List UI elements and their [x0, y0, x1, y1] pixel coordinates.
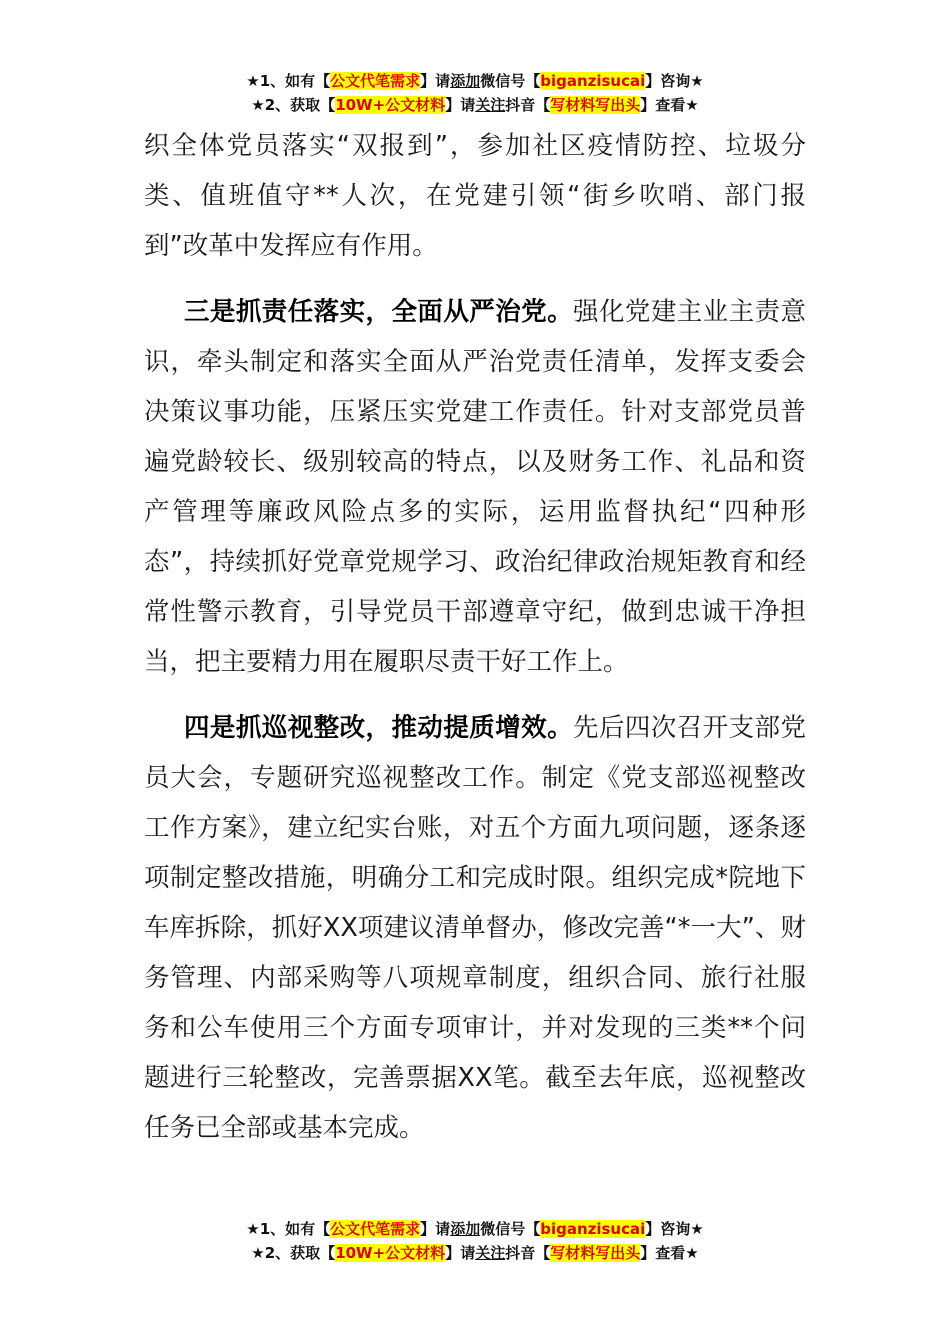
banner-emphasis: 添加	[450, 72, 481, 90]
banner-emphasis: 关注	[475, 96, 506, 114]
banner-highlight: 写材料写出头	[550, 96, 641, 114]
banner-text: 】查看★	[640, 1244, 699, 1262]
banner-line-1	[0, 69, 950, 93]
banner-text: 】请	[445, 96, 476, 114]
banner-text: 抖音【	[505, 1244, 551, 1262]
paragraph-text: 强化党建主业主责意识，牵头制定和落实全面从严治党责任清单，发挥支委会决策议事功能，压紧压实党建工作责任。针对支部党员普遍党龄较长、级别较高的特点，以及财务工作、礼品和资产管理等廉政风险点多的实际，运用监督执纪“四种形态”，持续抓好党章党规学习、政治纪律政治规矩教育和经常性警示教育，引导党员干部遵章守纪，做到忠诚干净担当，把主要精力用在履职尽责干好工作上。	[144, 297, 806, 677]
paragraph-text: 织全体党员落实“双报到”，参加社区疫情防控、垃圾分类、值班值守**人次，在党建引领“街乡吹哨、部门报到”改革中发挥应有作用。	[144, 131, 806, 261]
banner-emphasis: 关注	[475, 1244, 506, 1262]
banner-text: 】查看★	[640, 96, 699, 114]
banner-line-1	[0, 1217, 950, 1241]
banner-highlight: 写材料写出头	[550, 1244, 641, 1262]
paragraph-responsibility	[144, 287, 806, 687]
banner-text: ★1、如有【	[246, 1220, 331, 1238]
header-banner	[0, 69, 950, 117]
banner-text: 微信号【	[480, 72, 541, 90]
banner-text: 微信号【	[480, 1220, 541, 1238]
banner-highlight: biganzisucai	[540, 72, 646, 90]
banner-text: 】请	[445, 1244, 476, 1262]
banner-text: ★2、获取【	[251, 1244, 336, 1262]
banner-emphasis: 添加	[450, 1220, 481, 1238]
banner-text: ★1、如有【	[246, 72, 331, 90]
paragraph-continuation	[144, 121, 806, 271]
banner-text: 】咨询★	[645, 72, 704, 90]
banner-highlight: 公文代笔需求	[330, 72, 421, 90]
banner-line-2	[0, 1241, 950, 1265]
banner-text: ★2、获取【	[251, 96, 336, 114]
banner-text: 】请	[420, 1220, 451, 1238]
banner-highlight: biganzisucai	[540, 1220, 646, 1238]
document-body	[144, 121, 806, 1153]
paragraph-inspection	[144, 703, 806, 1153]
banner-text: 抖音【	[505, 96, 551, 114]
banner-line-2	[0, 93, 950, 117]
banner-text: 】请	[420, 72, 451, 90]
paragraph-text: 先后四次召开支部党员大会，专题研究巡视整改工作。制定《党支部巡视整改工作方案》，建立纪实台账，对五个方面九项问题，逐条逐项制定整改措施，明确分工和完成时限。组织完成*院地下车库拆除，抓好XX项建议清单督办，修改完善“*一大”、财务管理、内部采购等八项规章制度，组织合同、旅行社服务和公车使用三个方面专项审计，并对发现的三类**个问题进行三轮整改，完善票据XX笔。截至去年底，巡视整改任务已全部或基本完成。	[144, 713, 806, 1143]
paragraph-lead: 四是抓巡视整改，推动提质增效。	[184, 713, 574, 743]
banner-highlight: 10W+公文材料	[335, 1244, 446, 1262]
footer-banner	[0, 1217, 950, 1265]
banner-text: 】咨询★	[645, 1220, 704, 1238]
banner-highlight: 公文代笔需求	[330, 1220, 421, 1238]
paragraph-lead: 三是抓责任落实，全面从严治党。	[184, 297, 574, 327]
banner-highlight: 10W+公文材料	[335, 96, 446, 114]
